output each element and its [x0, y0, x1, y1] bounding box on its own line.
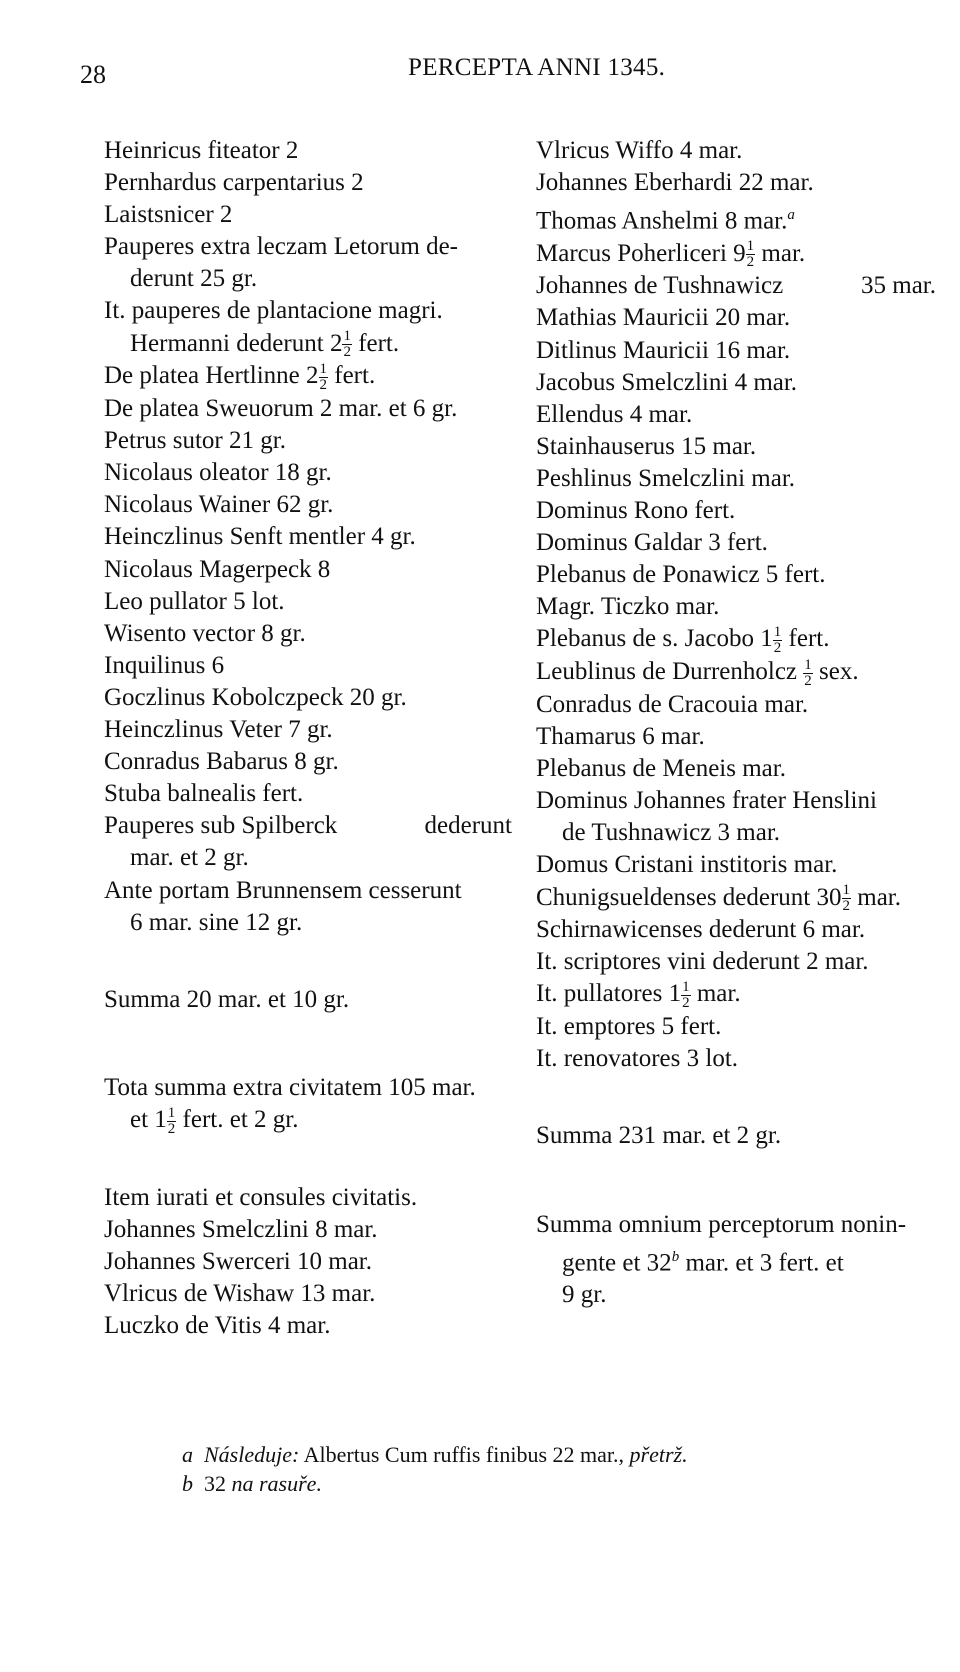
list-item: Goczlinus Kobolczpeck 20 gr. — [104, 683, 407, 711]
list-item: Peshlinus Smelczlini mar. — [536, 464, 796, 492]
list-item: Item iurati et consules civitatis. — [104, 1183, 418, 1211]
fraction: $\frac{1}{2}$ — [773, 624, 782, 657]
list-item: Hermanni dederunt 2 $\frac{1}{2}$ fert. — [130, 328, 400, 361]
list-item: Heinczlinus Senft mentler 4 gr. — [104, 523, 416, 551]
right-column — [536, 135, 946, 1311]
list-item: Chunigsueldenses dederunt 30 $\frac{1}{2}$ mar. — [536, 882, 902, 915]
list-item: Thamarus 6 mar. — [536, 723, 705, 751]
list-item: Pauperes sub Spilberck dederunt — [104, 812, 512, 840]
list-item: Dominus Rono fert. — [536, 497, 736, 525]
list-item: Laistsnicer 2 — [104, 201, 233, 229]
summa-omnium: Summa omnium perceptorum nonin- — [536, 1210, 907, 1238]
list-item: Ellendus 4 mar. — [536, 400, 693, 428]
summa-omnium-end: 9 gr. — [562, 1281, 607, 1309]
list-item: Dominus Johannes frater Henslini — [536, 787, 877, 815]
list-item: It. renovatores 3 lot. — [536, 1045, 739, 1073]
list-item: It. pauperes de plantacione magri. — [104, 297, 443, 325]
list-item: Conradus de Cracouia mar. — [536, 690, 809, 718]
list-item: Johannes Smelczlini 8 mar. — [104, 1215, 378, 1243]
page-number: 28 — [80, 60, 106, 89]
list-item: Wisento vector 8 gr. — [104, 619, 306, 647]
list-item: Vlricus de Wishaw 13 mar. — [104, 1279, 376, 1307]
fraction: $\frac{1}{2}$ — [682, 979, 690, 1012]
list-item: Heinczlinus Veter 7 gr. — [104, 716, 333, 744]
footnote-b: b 32 na rasuře. — [182, 1471, 322, 1496]
tota-summa-cont: et 1 $\frac{1}{2}$ fert. et 2 gr. — [130, 1104, 299, 1137]
list-item: Plebanus de Meneis mar. — [536, 755, 786, 783]
list-item: Conradus Babarus 8 gr. — [104, 748, 339, 776]
list-item: De platea Sweuorum 2 mar. et 6 gr. — [104, 395, 458, 423]
list-item: Pauperes extra leczam Letorum de- — [104, 233, 458, 261]
fraction: $\frac{1}{2}$ — [319, 361, 327, 394]
list-item: Jacobus Smelczlini 4 mar. — [536, 368, 798, 396]
left-column — [104, 135, 524, 1342]
footnote-a: a Následuje: Albertus Cum ruffis finibus 22 mar., přetrž. — [182, 1442, 688, 1467]
list-item: 6 mar. sine 12 gr. — [130, 908, 303, 936]
list-item: It. emptores 5 fert. — [536, 1013, 722, 1041]
list-item: Thomas Anshelmi 8 mar.$^a$ — [536, 207, 795, 235]
list-item: Plebanus de s. Jacobo 1 $\frac{1}{2}$ fert. — [536, 624, 830, 657]
list-item: Ante portam Brunnensem cesserunt — [104, 876, 462, 904]
right-summa: Summa 231 mar. et 2 gr. — [536, 1122, 782, 1150]
list-item: Petrus sutor 21 gr. — [104, 427, 286, 455]
fraction: $\frac{1}{2}$ — [842, 882, 851, 915]
list-item: Johannes Eberhardi 22 mar. — [536, 169, 814, 197]
list-item: Dominus Galdar 3 fert. — [536, 529, 768, 557]
list-item: Marcus Poherliceri 9 $\frac{1}{2}$ mar. — [536, 238, 806, 271]
list-item: It. scriptores vini dederunt 2 mar. — [536, 948, 869, 976]
list-item: Nicolaus Wainer 62 gr. — [104, 491, 334, 519]
list-item: Johannes Swerceri 10 mar. — [104, 1247, 372, 1275]
tota-summa: Tota summa extra civitatem 105 mar. — [104, 1073, 476, 1101]
list-item: mar. et 2 gr. — [130, 844, 249, 872]
left-summa: Summa 20 mar. et 10 gr. — [104, 985, 350, 1013]
list-item: Leo pullator 5 lot. — [104, 587, 285, 615]
list-item: Magr. Ticzko mar. — [536, 593, 720, 621]
list-item: Domus Cristani institoris mar. — [536, 851, 838, 879]
list-item: Nicolaus Magerpeck 8 — [104, 555, 331, 583]
list-item: De platea Hertlinne 2 $\frac{1}{2}$ fert. — [104, 361, 376, 394]
list-item: Stuba balnealis fert. — [104, 780, 304, 808]
list-item: de Tushnawicz 3 mar. — [562, 819, 781, 847]
page-header — [0, 50, 960, 90]
list-item: Stainhauserus 15 mar. — [536, 432, 757, 460]
summa-omnium-cont: gente et 32$^b$ mar. et 3 fert. et — [562, 1248, 844, 1276]
footnotes — [182, 1440, 688, 1498]
list-item: Nicolaus oleator 18 gr. — [104, 459, 332, 487]
fraction: $\frac{1}{2}$ — [343, 328, 351, 361]
list-item: derunt 25 gr. — [130, 265, 258, 293]
fraction: $\frac{1}{2}$ — [804, 656, 812, 689]
fraction: $\frac{1}{2}$ — [746, 238, 755, 271]
list-item: Luczko de Vitis 4 mar. — [104, 1312, 331, 1340]
list-item: Mathias Mauricii 20 mar. — [536, 304, 791, 332]
running-title: PERCEPTA ANNI 1345. — [408, 54, 666, 81]
list-item: Johannes de Tushnawicz 35 mar. — [536, 272, 936, 300]
fraction: $\frac{1}{2}$ — [167, 1104, 176, 1137]
list-item: Inquilinus 6 — [104, 651, 225, 679]
list-item: Plebanus de Ponawicz 5 fert. — [536, 561, 826, 589]
list-item: Pernhardus carpentarius 2 — [104, 169, 364, 197]
list-item: Ditlinus Mauricii 16 mar. — [536, 336, 791, 364]
list-item: Vlricus Wiffo 4 mar. — [536, 137, 743, 164]
list-item: Schirnawicenses dederunt 6 mar. — [536, 916, 866, 944]
list-item: It. pullatores 1 $\frac{1}{2}$ mar. — [536, 979, 741, 1012]
list-item: Leublinus de Durrenholcz $\frac{1}{2}$ sex. — [536, 656, 859, 689]
list-item: Heinricus fiteator 2 — [104, 137, 299, 164]
